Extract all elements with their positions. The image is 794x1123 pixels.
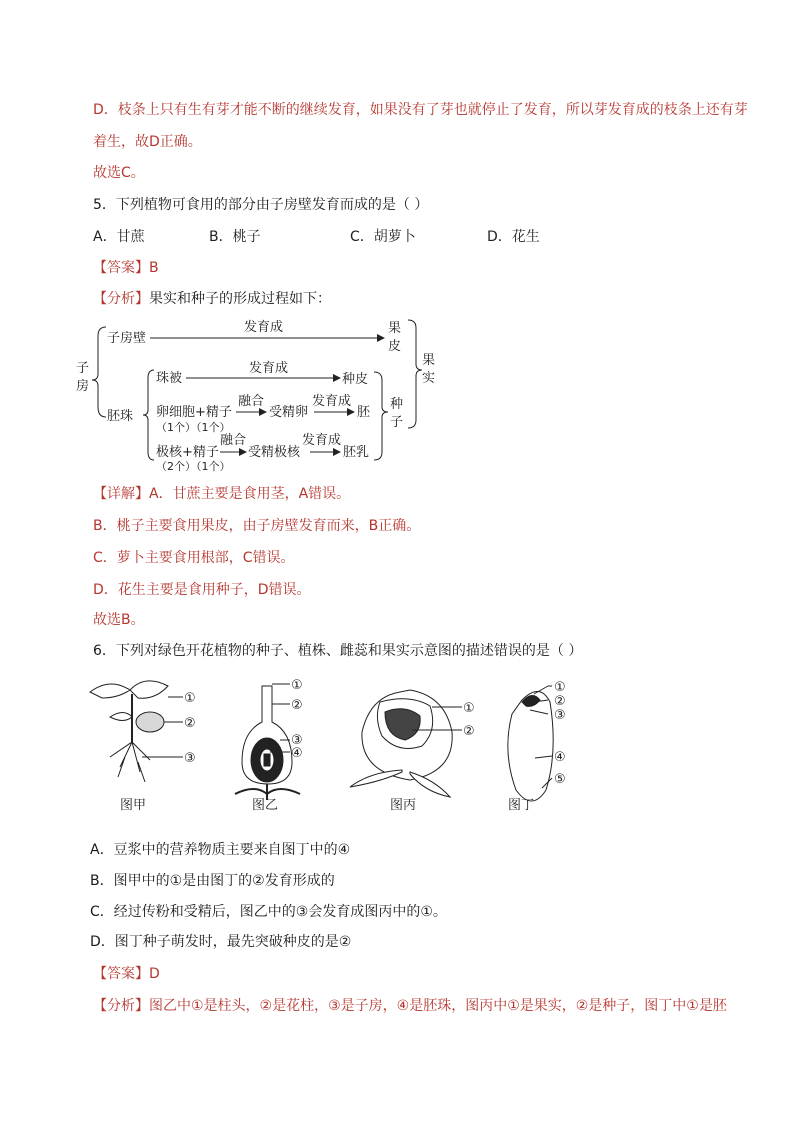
label-fayucheng-3: 发育成 bbox=[312, 394, 352, 409]
fruit-seed-diagram bbox=[70, 312, 450, 472]
q5-answer-value: B bbox=[149, 260, 159, 276]
q5-conclusion: 故选B。 bbox=[93, 612, 145, 628]
label-shoujingjihe: 受精极核 bbox=[248, 445, 301, 460]
jia-marker-2: ② bbox=[184, 716, 196, 731]
label-peiru: 胚乳 bbox=[343, 445, 370, 460]
brace-peizhu bbox=[143, 370, 154, 460]
q5-detail-tag: 【详解】 bbox=[93, 486, 149, 502]
q6-option-b: B．图甲中的①是由图丁的②发育形成的 bbox=[90, 873, 335, 889]
label-peizhu: 胚珠 bbox=[107, 409, 134, 424]
ding-marker-5: ⑤ bbox=[554, 772, 566, 787]
label-luan-count: （1个）（1个） bbox=[156, 421, 231, 434]
plant-figures bbox=[80, 672, 600, 822]
ding-marker-3: ③ bbox=[554, 708, 566, 723]
label-zhongzi-2: 子 bbox=[390, 415, 404, 430]
prev-option-d-line1: D．枝条上只有生有芽才能不断的继续发育，如果没有了芽也就停止了发育，所以芽发育成的枝条上还有芽 bbox=[93, 102, 748, 118]
q5-answer-tag: 【答案】 bbox=[93, 260, 149, 276]
label-shoujingluan: 受精卵 bbox=[269, 405, 309, 420]
q6-option-d: D．图丁种子萌发时，最先突破种皮的是② bbox=[90, 934, 352, 950]
label-jihe-count: （2个）（1个） bbox=[156, 460, 231, 472]
fig-label-jia: 图甲 bbox=[120, 798, 147, 813]
yi-marker-4: ④ bbox=[291, 746, 303, 761]
q6-answer bbox=[93, 964, 160, 984]
label-luanxibao: 卵细胞+精子 bbox=[156, 405, 232, 420]
fig-label-yi: 图乙 bbox=[252, 798, 279, 813]
brace-zhongzi bbox=[374, 372, 388, 460]
q5-answer bbox=[93, 258, 159, 278]
q5-options bbox=[93, 226, 613, 246]
label-pei: 胚 bbox=[357, 405, 371, 420]
label-guopi-2: 皮 bbox=[388, 339, 402, 354]
ding-marker-1: ① bbox=[554, 680, 566, 695]
label-fayucheng-1: 发育成 bbox=[244, 320, 284, 335]
q6-answer-tag: 【答案】 bbox=[93, 966, 149, 982]
label-jihe: 极核+精子 bbox=[156, 445, 219, 460]
ding-marker-4: ④ bbox=[554, 750, 566, 765]
q5-option-a: A．甘蔗 bbox=[93, 229, 145, 245]
brace-zifang bbox=[92, 327, 106, 417]
q5-detail-a bbox=[93, 484, 350, 504]
bing-marker-1: ① bbox=[463, 701, 475, 716]
prev-option-d-line2: 着生，故D正确。 bbox=[93, 134, 202, 150]
label-guoshi-1: 果 bbox=[422, 353, 436, 368]
q6-option-a: A．豆浆中的营养物质主要来自图丁中的④ bbox=[90, 842, 351, 858]
label-ronghe-2: 融合 bbox=[220, 433, 247, 448]
q5-analysis-text: 果实和种子的形成过程如下： bbox=[149, 291, 331, 307]
label-zifang-1: 子 bbox=[76, 361, 90, 376]
q6-analysis-text: 图乙中①是柱头，②是花柱，③是子房，④是胚珠，图丙中①是果实，②是种子，图丁中①是胚 bbox=[149, 998, 727, 1014]
label-fayucheng-2: 发育成 bbox=[249, 361, 289, 376]
label-guoshi-2: 实 bbox=[422, 371, 436, 386]
brace-guoshi bbox=[408, 320, 422, 428]
fig-label-ding: 图丁 bbox=[508, 798, 535, 813]
label-zifangbi: 子房壁 bbox=[107, 331, 147, 346]
q5-detail-d: D．花生主要是食用种子，D错误。 bbox=[93, 582, 311, 598]
figure-ding bbox=[508, 686, 553, 801]
q6-analysis-tag: 【分析】 bbox=[93, 998, 149, 1014]
q5-question: 5．下列植物可食用的部分由子房壁发育而成的是（ ） bbox=[93, 197, 429, 213]
yi-marker-2: ② bbox=[291, 698, 303, 713]
label-zhubei: 珠被 bbox=[156, 371, 183, 386]
q6-analysis bbox=[93, 996, 727, 1016]
q5-detail-b: B．桃子主要食用果皮，由子房壁发育而来，B正确。 bbox=[93, 518, 421, 534]
label-zifang-2: 房 bbox=[76, 379, 90, 394]
q5-option-c: C．胡萝卜 bbox=[350, 229, 416, 245]
jia-marker-3: ③ bbox=[184, 751, 196, 766]
yi-marker-1: ① bbox=[291, 678, 303, 693]
q6-answer-value: D bbox=[149, 966, 160, 982]
q6-option-c: C．经过传粉和受精后，图乙中的③会发育成图丙中的①。 bbox=[90, 904, 447, 920]
q5-option-d: D．花生 bbox=[487, 229, 540, 245]
prev-conclusion: 故选C。 bbox=[93, 165, 145, 181]
jia-marker-1: ① bbox=[184, 691, 196, 706]
label-fayucheng-4: 发育成 bbox=[302, 433, 342, 448]
bing-marker-2: ② bbox=[463, 724, 475, 739]
q5-analysis bbox=[93, 289, 331, 309]
ding-marker-2: ② bbox=[554, 694, 566, 709]
label-ronghe-1: 融合 bbox=[238, 394, 265, 409]
q6-question: 6．下列对绿色开花植物的种子、植株、雌蕊和果实示意图的描述错误的是（ ） bbox=[93, 643, 583, 659]
label-zhongzi-1: 种 bbox=[390, 397, 404, 412]
q5-detail-a-text: A．甘蔗主要是食用茎，A错误。 bbox=[149, 486, 351, 502]
yi-marker-3: ③ bbox=[291, 733, 303, 748]
label-zhongpi: 种皮 bbox=[342, 372, 369, 387]
q5-detail-c: C．萝卜主要食用根部，C错误。 bbox=[93, 550, 295, 566]
q5-analysis-tag: 【分析】 bbox=[93, 291, 149, 307]
label-guopi-1: 果 bbox=[388, 321, 402, 336]
q5-option-b: B．桃子 bbox=[209, 229, 261, 245]
figure-bing bbox=[350, 690, 462, 797]
fig-label-bing: 图丙 bbox=[390, 798, 417, 813]
figure-jia bbox=[90, 681, 183, 782]
